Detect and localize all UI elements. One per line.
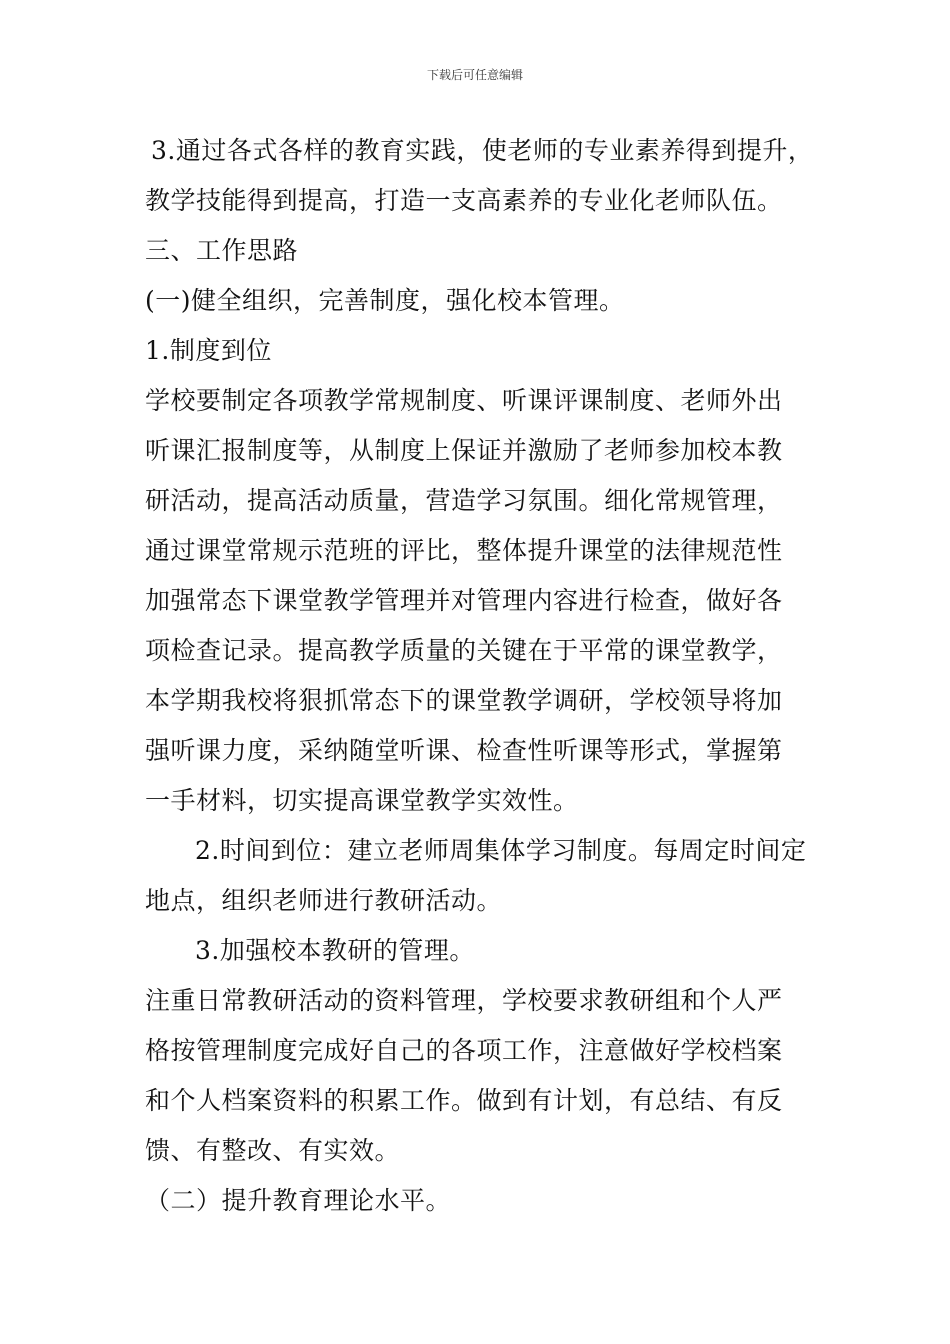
paragraph-line: 3.通过各式各样的教育实践，使老师的专业素养得到提升， (151, 136, 814, 165)
subsection-heading: （二）提升教育理论水平。 (145, 1186, 452, 1215)
paragraph-line: 2.时间到位：建立老师周集体学习制度。每周定时间定 (195, 836, 807, 865)
paragraph-line: 地点，组织老师进行教研活动。 (145, 886, 503, 915)
item-heading: 3.加强校本教研的管理。 (195, 936, 475, 965)
document-body (145, 126, 825, 1226)
paragraph-line: 学校要制定各项教学常规制度、听课评课制度、老师外出 (145, 386, 783, 415)
paragraph-line: 研活动，提高活动质量，营造学习氛围。细化常规管理， (145, 486, 783, 515)
paragraph-line: 听课汇报制度等，从制度上保证并激励了老师参加校本教 (145, 436, 783, 465)
paragraph-line: 和个人档案资料的积累工作。做到有计划，有总结、有反 (145, 1086, 783, 1115)
paragraph-line: 教学技能得到提高，打造一支高素养的专业化老师队伍。 (145, 186, 783, 215)
paragraph-line: 一手材料，切实提高课堂教学实效性。 (145, 786, 579, 815)
paragraph-line: 注重日常教研活动的资料管理，学校要求教研组和个人严 (145, 986, 783, 1015)
page-header: 下载后可任意编辑 (426, 68, 523, 82)
paragraph-line: 项检查记录。提高教学质量的关键在于平常的课堂教学， (145, 636, 783, 665)
paragraph-line: 通过课堂常规示范班的评比，整体提升课堂的法律规范性 (145, 536, 783, 565)
paragraph-line: 加强常态下课堂教学管理并对管理内容进行检查，做好各 (145, 586, 783, 615)
paragraph-line: 强听课力度，采纳随堂听课、检查性听课等形式，掌握第 (145, 736, 783, 765)
paragraph-line: 格按管理制度完成好自己的各项工作，注意做好学校档案 (145, 1036, 783, 1065)
paragraph-line: 本学期我校将狠抓常态下的课堂教学调研，学校领导将加 (145, 686, 783, 715)
section-heading: 三、工作思路 (145, 236, 299, 265)
subsection-heading: (一)健全组织，完善制度，强化校本管理。 (145, 286, 625, 315)
paragraph-line: 馈、有整改、有实效。 (145, 1136, 401, 1165)
item-heading: 1.制度到位 (145, 336, 272, 365)
